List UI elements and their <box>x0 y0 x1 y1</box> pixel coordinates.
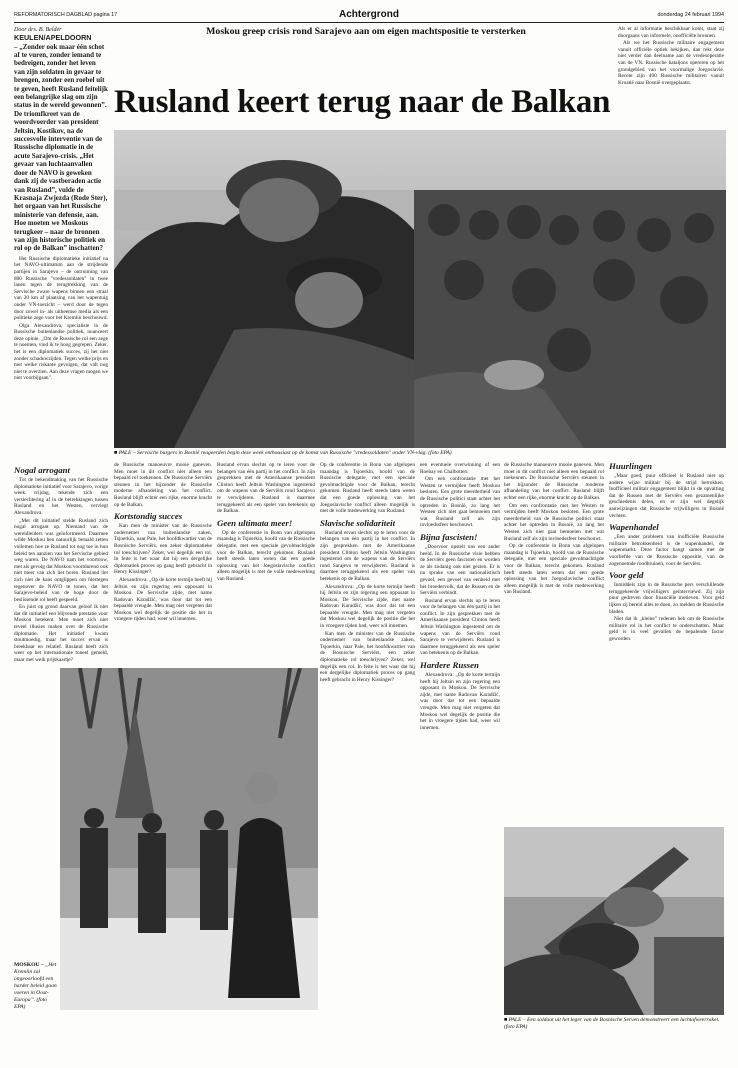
body-paragraph: Alexandrova: „Op de korte termijn heeft hij Jeltsin en zijn regering een opposant in Moskou. De Servische zijde, met name Radovan Karadžić, was door dat tot een bepaalde vreugde. Men mag niet vergeten dat Moskou wel degelijk de positie die het in vroegere tijden had, weer wil innemen. <box>420 672 500 731</box>
column-3 <box>217 462 315 584</box>
body-paragraph: Kan men de minister van de Russische ondernemer van buitenlandse zaken, Tsjoerkin, naar Pale, het hoofdkwartier van de Bosnische Serviërs, een zeker diplomatieke rol toeschrijven? Zeker, wel degelijk een rol. In feite is het waar dat hij een dergelijke diplomatiek proces op gang heeft gebracht in Henry Kissinger? <box>320 630 415 683</box>
body-paragraph: Op de conferentie in Bonn van afgelopen maandag is Tsjoerkin, hoofd van de Russische delegatie, met een speciale gevolmachtigde voor de Balkan, terecht gekomen. Rusland heeft steeds laten weten dat een goede oplossing van het Joegoslavische conflict alleen mogelijk is met de volle medewerking van Rusland. <box>504 543 604 596</box>
body-paragraph: de Russische manoeuvre mooie ganeven. Men moet in dit conflict niet alleen een bepaald rol toekennen. De Russische Serviërs steunen in het bijzonder de Russische moderne afhandeling van het conflict. Rusland blijft echter een rijke, enorme kracht op de Balkan. <box>114 462 212 508</box>
caption-bullet-icon: ■ <box>504 1017 509 1023</box>
caption-dateline: MOSKOU – <box>14 962 44 968</box>
column-4 <box>320 462 415 684</box>
body-paragraph: Als we het Russische militaire engagement vanuit officiële optiek bekijken, dan rekt deze niet verder dan deelname aan de vredesoperatie van de VN. Russische bataljons opereren op het grondgebied van het voormalige Joegoslavië. Recent zijn 400 Russische militairen vanuit Kroatië naar Bosnië overgeplaatst. <box>618 40 724 86</box>
article-kicker: Moskou greep crisis rond Sarajevo aan om eigen machtspositie te versterken <box>206 26 526 37</box>
main-photo <box>114 130 726 448</box>
body-paragraph: En juist op grond daarvan geloof ik niet dat dit initiatief een blijvende prestatie voor Moskou betekent. Men moet zich niet teveel illusies maken over de Russische diplomatie. Het initiatief kwam stoutmoedig, maar het succes ervan is breekbaar en relatief. Rusland heeft zich weer op het internationale toneel gemeld, maar met welk prijskaartje? <box>14 604 108 664</box>
column-2 <box>114 462 212 624</box>
masthead <box>14 8 724 22</box>
subhead-voor-geld: Voor geld <box>609 570 644 581</box>
byline: Door drs. B. Belder <box>14 27 62 33</box>
article-headline: Rusland keert terug naar de Balkan <box>114 84 611 120</box>
body-paragraph: Rusland ervan slechts op te leren voor de belangen van één partij in het conflict. In zijn gesprekken met de Amerikaanse president Clinton heeft Jeltsin Washington ingestemd om de wapens van de Serviërs rond Sarajevo te verwijderen. Rusland is daarmee teruggekeerd als een speler van betekenis op de Balkan. <box>217 462 315 515</box>
body-paragraph: Alexandrova: „Op de korte termijn heeft hij Jeltsin en zijn regering een opposant in Moskou. De Servische zijde, met name Radovan Karadžić, was door dat tot een bepaalde vreugde. Men mag niet vergeten dat Moskou wel degelijk de positie die het in vroegere tijden had, weer wil innemen. <box>320 583 415 630</box>
article-lead: – „Zonder ook maar één schot af te vuren, zonder iemand te bedreigen, zonder het leven van zijn soldaten in gevaar te brengen, zonder een roebel uit te geven, heeft Rusland feitelijk een belangrijke slag om zijn status in de wereld gewonnen”. De triomfkreet van de woordvoerder van president Jeltsin, Kostikov, na de succesvolle interventie van de Russische diplomatie in de acute Sarajevo-crisis. „Het gevaar van luchtaanvallen door de NAVO is geweken dank zij de vastberaden actie van Rusland”, vulde de Krasnaja Zwjezda (Rode Ster), het orgaan van het Russische ministerie van defensie, aan. Hoe moeten we Moskous terugkeer – naar de bronnen van zijn historische politiek en rol op de Balkan” inschatten? <box>14 42 108 253</box>
subhead-bijna-fascisten: Bijna fascisten! <box>420 531 478 542</box>
body-paragraph: Om een confrontatie met het Westen te vermijden heeft Moskou besloten. Een grote meerderheid van de Russische politici staat achter het optreden in Bosnië, zo lang het Westen zich niet gaat bemoeien met wat Rusland zelf als zijn invloedssfeer beschouwt. <box>420 476 500 529</box>
soldier-caption-text: PALE – Een soldaat uit het leger van de Bosnische Serven demonstreert een luchtafweerraket. (foto EPA) <box>504 1017 720 1030</box>
body-paragraph: Rusland ervan slechts op te leren voor de belangen van één partij in het conflict. In zijn gesprekken met de Amerikaanse president Clinton heeft Jeltsin Washington ingestemd om de wapens van de Serviërs rond Sarajevo te verwijderen. Rusland is daarmee teruggekeerd als een speler van betekenis op de Balkan. <box>420 597 500 657</box>
caption-bullet-icon: ■ <box>114 450 119 456</box>
column-6 <box>504 462 604 597</box>
body-paragraph: „Een ander probleem van inofficiële Russische militaire betrokkenheid is de wapenhandel, de wapenmarkt. Deze factor hangt samen met de voorliefde van de Russische oppositie, van de zogenoemde roodbruinen, voor de Serviërs. <box>609 534 724 567</box>
subhead-geen-ultimata: Geen ultimata meer! <box>217 517 293 528</box>
subhead-wapenhandel: Wapenhandel <box>609 522 659 533</box>
masthead-date: donderdag 24 februari 1994 <box>657 12 724 18</box>
body-paragraph: Rusland ervan slechts op te leren voor de belangen van één partij in het conflict. In zijn gesprekken met de Amerikaanse president Clinton heeft Jeltsin Washington ingestemd om de wapens van de Serviërs rond Sarajevo te verwijderen. Rusland is daarmee teruggekeerd als een speler van betekenis op de Balkan. <box>320 529 415 582</box>
subhead-hardere-russen: Hardere Russen <box>420 660 479 671</box>
body-paragraph: Als er al informatie beschikbaar komt, staat zij doorgaans van informele, onofficiële bronnen. <box>618 26 724 39</box>
body-paragraph: „Maar goed, puur officieel is Rusland niet op andere wijze militair bij de strijd betrokken. Inofficieel militair engagement blijkt in de opvatting dat de Russen met de Serviërs een gezamenlijke geschiedenis delen, en er zijn wel degelijk aanwijzingen dat Russische vrijwilligers in Bosnië vechten. <box>609 473 724 519</box>
subhead-kortstondig-succes: Kortstondig succes <box>114 511 183 522</box>
main-photo-image <box>114 130 726 448</box>
body-paragraph: Kan men de minister van de Russische ondernemer van buitenlandse zaken, Tsjoerkin, naar Pale, het hoofdkwartier van de Bosnische Serviërs, een zeker diplomatieke rol toeschrijven? Zeker, wel degelijk een rol. In feite is het waar dat hij een dergelijke diplomatiek proces op gang heeft gebracht in Henry Kissinger? <box>114 523 212 576</box>
soldier-photo-image <box>504 827 724 1015</box>
moscow-caption-text: „Het Kremlin zal ongeoorloofd een harder beleid gaan voeren in Oost-Europa”. (foto EPA) <box>14 962 57 1010</box>
body-paragraph: een eventuele overwinning of een Roebay en Chalbotten. <box>420 462 500 475</box>
main-caption-text: PALE – Servische burgers in Bosnië reageerden begin deze week enthousiast op de komst van Russische "vredessoldaten" onder VN-vlag. (foto EPA) <box>118 450 452 456</box>
moscow-photo <box>60 668 318 1010</box>
body-paragraph: de Russische manoeuvre mooie ganeven. Men moet in dit conflict niet alleen een bepaald rol toekennen. De Russische Serviërs steunen in het bijzonder de Russische moderne afhandeling van het conflict. Rusland blijft echter een rijke, enorme kracht op de Balkan. <box>504 462 604 501</box>
masthead-publication: REFORMATORISCH DAGBLAD pagina 17 <box>14 12 118 18</box>
masthead-rule <box>14 22 724 23</box>
subhead-huurlingen: Huurlingen <box>609 461 653 471</box>
masthead-section: Achtergrond <box>339 9 399 20</box>
column-right-lower <box>609 458 724 643</box>
column-5 <box>420 462 500 732</box>
soldier-photo-caption <box>504 1017 724 1031</box>
column-right <box>618 26 724 87</box>
body-paragraph: „Met dit initiatief stelde Rusland zich nogal arrogant op. Niemand van de wereldleiders was geïnformeerd. Daarmee wilde Moskou hen natuurlijk betaald zetten vollemen hoe ze Rusland tot nog toe in hun beleid ten aanzien van het Servische gebied weg waren. De NAVO nam het voortouw, met als gevolg dat Moskou voortdurend ook niet meer van zich liet horen. Rusland liet zich niet de kans ontglippen om hiertegen tegenover de NAVO te tonen, dat het Sarajevo-beleid van de hoge door de beslissende rol heeft gespeeld. <box>14 517 108 603</box>
body-paragraph: „Doorvoor opstelt ons een ander beeld. In de Russische visie hebben de Serviërs geen fascisten en worden ze als zodanig ook niet gezien. Er is nu sprake van een nationalistisch gevoel, een gevoel van eenheid met het broedervolk, dat de Russen en de Serviërs verbindt. <box>420 543 500 597</box>
soldier-photo <box>504 827 724 1015</box>
body-paragraph: Alexandrova: „Op de korte termijn heeft hij Jeltsin en zijn regering een opposant in Moskou. De Servische zijde, met name Radovan Karadžić, was door dat tot een bepaalde vreugde. Men mag niet vergeten dat Moskou wel degelijk de positie die het in vroegere tijden had, weer wil innemen. <box>114 576 212 623</box>
subhead-nogal-arrogant: Nogal arrogant <box>14 465 70 475</box>
body-paragraph: Het Russische diplomatieke initiatief na het NAVO-ultimatum aan de strijdende partijen in Sarajevo – de ontruiming van 800 Russische "vredessoldaten" in twee lanen tegen de terugtrekking van de Servische zware wapens binnen een straal van 20 km af plaatsing van het wapentuig onder VN-toezicht – werd door de tegen door zowel in- als uitheemse media als een politieke zege voor het Kremlin beschouwd. <box>14 255 108 322</box>
moscow-photo-image <box>60 668 318 1010</box>
body-paragraph: Inmiddels zijn in de Russische pers verschillende teruggekeerde vrijwilligers geïnterviewd. Zij zijn puur gedreven door financiële motieven. Voor geld lijken zij bereid alles te doen, zo melden de Russische bladen. <box>609 582 724 615</box>
body-paragraph: Olga Alexandrova, specialiste in de Russische buitenlandse politiek, nuanceert deze opinie. „Om de Russische rol een zege te noemen, vind ik te hoog gegrepen. Zeker, het is een diplomatiek succes, zij het niet zonder schaduwzijden. Tegen welke prijs en met welke riskante gevolgen, dat valt nog niet te overzien. Aan deze vragen mogen we niet voorbijgaan". <box>14 322 108 382</box>
body-paragraph: Tot de bekendmaking van het Russische diplomatieke initiatief voor Sarajevo, vorige week vrijdag, tekende zich een verslechtering af in de betrekkingen tussen Rusland en het Westen, verviegt Alexandrova. <box>14 477 108 516</box>
dateline: KEULEN/APELDOORN <box>14 33 92 42</box>
subhead-slavische-solidariteit: Slavische solidariteit <box>320 517 396 528</box>
main-photo-caption <box>114 450 726 457</box>
column-1 <box>14 26 108 383</box>
body-paragraph: Op de conferentie in Bonn van afgelopen maandag is Tsjoerkin, hoofd van de Russische delegatie, met een speciale gevolmachtigde voor de Balkan, terecht gekomen. Rusland heeft steeds laten weten dat een goede oplossing van het Joegoslavische conflict alleen mogelijk is met de volle medewerking van Rusland. <box>217 529 315 582</box>
moscow-photo-caption <box>14 962 58 1011</box>
body-paragraph: Niet dat ik „kleine” redenen heb om de Russische militaire rol in het conflict te onderschatten. Maar geld is in veel gevallen de bepalende factor geworden. <box>609 616 724 642</box>
body-paragraph: Op de conferentie in Bonn van afgelopen maandag is Tsjoerkin, hoofd van de Russische delegatie, met een speciale gevolmachtigde voor de Balkan, terecht gekomen. Rusland heeft steeds laten weten dat een goede oplossing van het Joegoslavische conflict alleen mogelijk is met de volle medewerking van Rusland. <box>320 462 415 515</box>
body-paragraph: Om een confrontatie met het Westen te vermijden heeft Moskou besloten. Een grote meerderheid van de Russische politici staat achter het optreden in Bosnië, zo lang het Westen zich niet gaat bemoeien met wat Rusland zelf als zijn invloedssfeer beschouwt. <box>504 502 604 542</box>
column-1-lower <box>14 462 108 665</box>
